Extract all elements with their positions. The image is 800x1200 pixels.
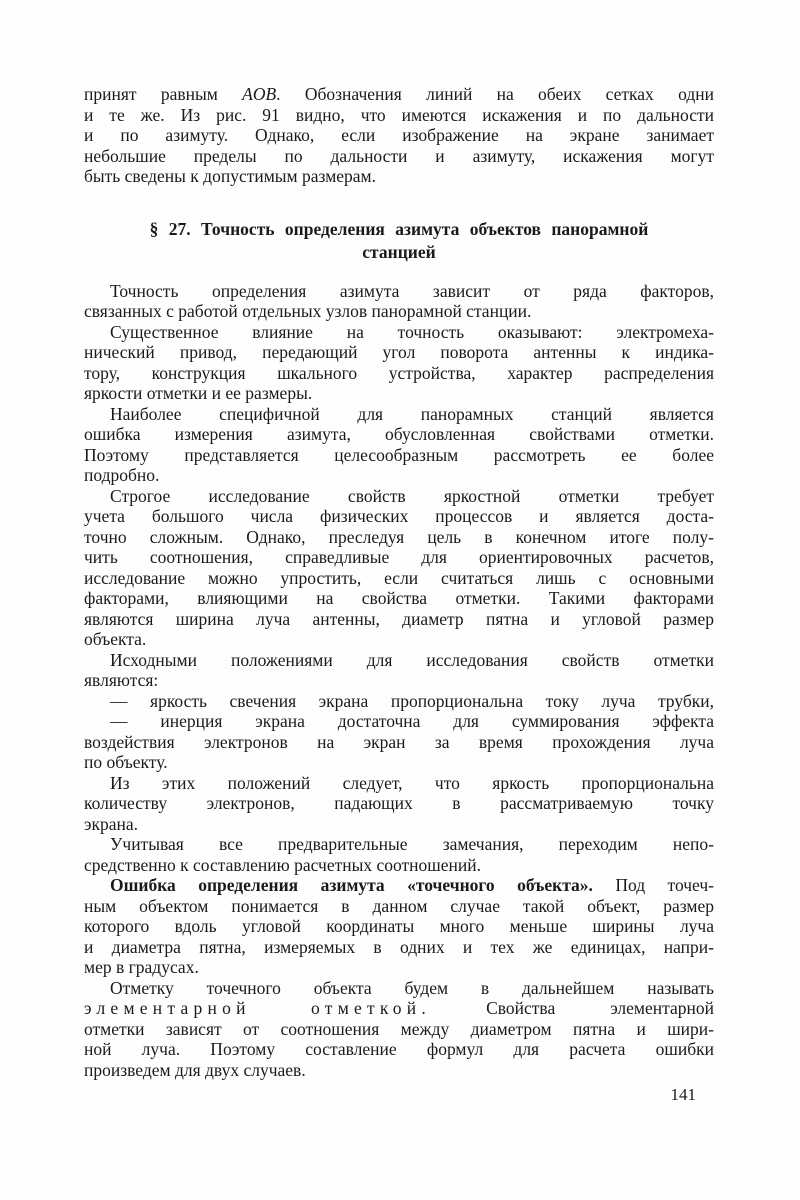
text-line xyxy=(84,998,714,1019)
paragraph-6 xyxy=(84,773,714,835)
text-line: Отметку точечного объекта будем в дальнейшем называть xyxy=(110,977,714,998)
paragraph-5 xyxy=(84,650,714,773)
text-line: мер в градусах. xyxy=(84,957,199,977)
list-item-line: — инерция экрана достаточна для суммирования эффекта xyxy=(110,711,714,731)
text-line: Точность определения азимута зависит от ряда факторов, xyxy=(110,280,714,301)
bold-lead-in: Ошибка определения азимута «точечного объекта». xyxy=(110,875,593,895)
paragraph-8 xyxy=(84,875,714,978)
paragraph-3 xyxy=(84,404,714,486)
paragraph-1 xyxy=(84,281,714,322)
text-line: которого вдоль угловой координаты много меньше ширины луча xyxy=(84,916,714,936)
page-text-block xyxy=(84,84,714,1080)
paragraph-7 xyxy=(84,834,714,875)
text-line: средственно к составлению расчетных соотношений. xyxy=(84,854,482,875)
text-line: Из этих положений следует, что яркость пропорциональна xyxy=(110,772,714,793)
text-line: по объекту. xyxy=(84,752,168,772)
section-heading-line-1: § 27. Точность определения азимута объектов панорамной xyxy=(149,218,649,239)
text-line: быть сведены к допустимым размерам. xyxy=(84,166,376,186)
text-run: принят равным xyxy=(84,84,243,104)
text-line: воздействия электронов на экран за время прохождения луча xyxy=(84,731,714,752)
text-line: отметки зависят от соотношения между диаметром пятна и шири- xyxy=(84,1018,714,1039)
paragraph-2 xyxy=(84,322,714,404)
paragraph-9 xyxy=(84,978,714,1081)
text-run: Свойства элементарной xyxy=(431,998,714,1018)
text-line: небольшие пределы по дальности и азимуту, искажения могут xyxy=(84,145,714,166)
text-line: нический привод, передающий угол поворота антенны к индика- xyxy=(84,342,714,362)
text-line: ной луча. Поэтому составление формул для расчета ошибки xyxy=(84,1039,714,1059)
text-line: Исходными положениями для исследования свойств отметки xyxy=(110,649,714,670)
text-line: Существенное влияние на точность оказывают: электромеха- xyxy=(110,321,714,342)
section-heading-line-2: станцией xyxy=(362,241,436,262)
text-line: Поэтому представляется целесообразным рассмотреть ее более xyxy=(84,444,714,465)
text-line: яркости отметки и ее размеры. xyxy=(84,383,313,403)
text-line xyxy=(84,84,714,105)
text-line: и диаметра пятна, измеряемых в одних и тех же единицах, напри- xyxy=(84,936,714,957)
text-line: экрана. xyxy=(84,813,139,834)
text-line: подробно. xyxy=(84,465,160,485)
text-line: исследование можно упростить, если считаться лишь с основными xyxy=(84,567,714,588)
text-line: связанных с работой отдельных узлов панорамной станции. xyxy=(84,301,532,321)
text-line: ным объектом понимается в данном случае такой объект, размер xyxy=(84,895,714,916)
text-line: чить соотношения, справедливые для ориентировочных расчетов, xyxy=(84,547,714,567)
text-line: факторами, влияющими на свойства отметки. Такими факторами xyxy=(84,588,714,608)
text-line: объекта. xyxy=(84,629,147,649)
list-item-line: — яркость свечения экрана пропорциональна току луча трубки, xyxy=(110,690,714,711)
text-line: и по азимуту. Однако, если изображение на экране занимает xyxy=(84,125,714,145)
angle-designation-italic: AOB xyxy=(242,84,277,104)
text-line: тору, конструкция шкального устройства, характер распределения xyxy=(84,362,714,383)
letterspaced-term: элементарной отметкой. xyxy=(84,998,432,1018)
text-line: учета большого числа физических процессов и является доста- xyxy=(84,506,714,526)
paragraph-intro xyxy=(84,84,714,187)
text-line: количеству электронов, падающих в рассматриваемую точку xyxy=(84,793,714,813)
text-line: произведем для двух случаев. xyxy=(84,1059,306,1080)
text-line: точно сложным. Однако, преследуя цель в конечном итоге полу- xyxy=(84,526,714,547)
text-line: и те же. Из рис. 91 видно, что имеются искажения и по дальности xyxy=(84,104,714,125)
page-number: 141 xyxy=(670,1085,696,1104)
section-heading xyxy=(84,218,714,264)
text-line: являются: xyxy=(84,670,159,690)
paragraph-4 xyxy=(84,486,714,650)
text-run: Под точеч- xyxy=(592,875,714,895)
text-line: Наиболее специфичной для панорамных станций является xyxy=(110,403,714,424)
text-line: ошибка измерения азимута, обусловленная свойствами отметки. xyxy=(84,424,714,444)
text-line xyxy=(84,875,714,896)
text-line: Учитывая все предварительные замечания, переходим непо- xyxy=(110,834,714,854)
text-line: Строгое исследование свойств яркостной отметки требует xyxy=(110,485,714,506)
text-line: являются ширина луча антенны, диаметр пятна и угловой размер xyxy=(84,608,714,629)
text-run: . Обозначения линий на обеих сетках одни xyxy=(276,84,714,104)
